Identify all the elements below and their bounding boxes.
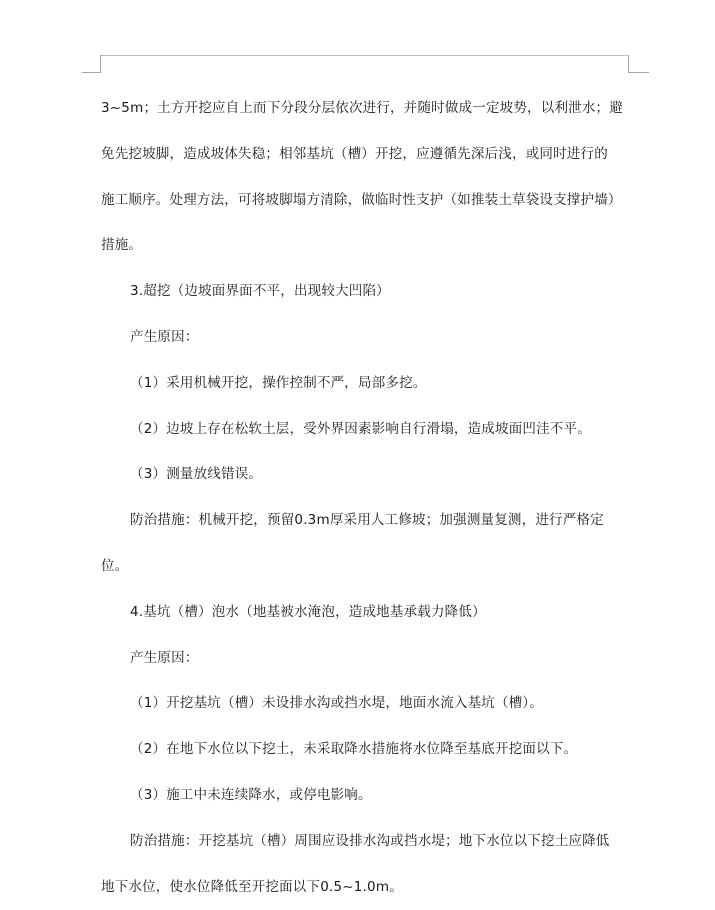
section-heading: 4.基坑（槽）泡水（地基被水淹泡，造成地基承载力降低） [130,603,486,620]
text-line: 3~5m；土方开挖应自上而下分段分层依次进行，并随时做成一定坡势，以利泄水；避 [101,100,623,116]
text-line: 位。 [101,557,129,574]
list-item: （3）测量放线错误。 [130,466,263,483]
text-line: 施工顺序。处理方法，可将坡脚塌方清除，做临时性支护（如推装土草袋设支撑护墙） [101,191,622,208]
crop-mark-right-horizontal [629,72,649,73]
text-line: 地下水位，使水位降低至开挖面以下0.5~1.0m。 [101,878,403,895]
section-heading: 3.超挖（边坡面界面不平，出现较大凹陷） [130,283,390,300]
subheading: 产生原因： [130,328,199,345]
text-line: 措施。 [101,237,143,254]
list-item: （2）边坡上存在松软土层，受外界因素影响自行滑塌，造成坡面凹洼不平。 [130,420,591,437]
list-item: （1）采用机械开挖，操作控制不严，局部多挖。 [130,374,427,391]
crop-mark-left-horizontal [82,72,100,73]
header-rule [100,55,629,56]
crop-mark-right-vertical [628,55,629,73]
text-line: 免先挖坡脚，造成坡体失稳；相邻基坑（槽）开挖，应遵循先深后浅，或同时进行的 [101,145,608,162]
text-line: 防治措施：机械开挖，预留0.3m厚采用人工修坡；加强测量复测，进行严格定 [130,512,604,529]
list-item: （1）开挖基坑（槽）未设排水沟或挡水堤，地面水流入基坑（槽）。 [130,695,544,712]
document-body [101,86,631,910]
text-line: 防治措施：开挖基坑（槽）周围应设排水沟或挡水堤；地下水位以下挖土应降低 [130,832,610,849]
list-item: （3）施工中未连续降水，或停电影响。 [130,786,372,803]
crop-mark-left-vertical [100,55,101,73]
list-item: （2）在地下水位以下挖土，未采取降水措施将水位降至基底开挖面以下。 [130,741,578,758]
subheading: 产生原因： [130,649,199,666]
